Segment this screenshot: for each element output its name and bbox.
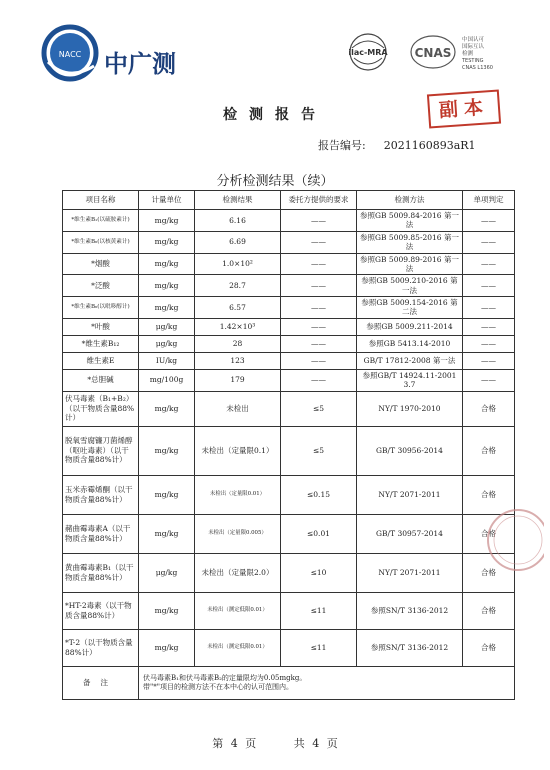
cell-method: 参照GB 5009.84-2016 第一法 (357, 210, 463, 232)
cell-method: 参照GB 5009.85-2016 第一法 (357, 231, 463, 253)
cell-unit: mg/kg (139, 253, 195, 275)
cell-unit: IU/kg (139, 352, 195, 369)
company-logo (38, 22, 208, 84)
cell-requirement: ≤11 (281, 629, 357, 666)
cell-result: 28.7 (195, 275, 281, 297)
table-row (63, 629, 515, 666)
cell-judgement: 合格 (463, 514, 515, 553)
cell-unit: μg/kg (139, 553, 195, 592)
cell-result: 1.42×10³ (195, 318, 281, 335)
header-judgement: 单项判定 (463, 191, 515, 210)
cell-result: 未检出（定量限0.1） (195, 426, 281, 475)
cell-method: NY/T 1970-2010 (357, 391, 463, 426)
results-table (62, 190, 515, 700)
cell-item: *维生素B₆(以核黄素计) (63, 231, 139, 253)
cell-result: 1.0×10² (195, 253, 281, 275)
cell-method: NY/T 2071-2011 (357, 553, 463, 592)
table-row (63, 391, 515, 426)
cell-requirement: ≤5 (281, 426, 357, 475)
logo-text: 中广测 (104, 50, 176, 78)
cell-item: 赭曲霉毒素A（以干物质含量88%计） (63, 514, 139, 553)
document-title: 检测报告 (223, 107, 327, 123)
note-line-1: 伏马毒素B₁和伏马毒素B₂的定量限均为0.05mgkg。 (143, 673, 307, 682)
cell-method: 参照SN/T 3136-2012 (357, 629, 463, 666)
cell-requirement: ≤10 (281, 553, 357, 592)
table-header-row (63, 191, 515, 210)
cell-judgement: 合格 (463, 553, 515, 592)
cell-method: GB/T 30957-2014 (357, 514, 463, 553)
cell-unit: mg/kg (139, 426, 195, 475)
total-pages: 共 4 页 (293, 737, 338, 750)
cell-unit: mg/kg (139, 297, 195, 319)
cell-item: 玉米赤霉烯酮（以干物质含量88%计） (63, 475, 139, 514)
header-result: 检测结果 (195, 191, 281, 210)
table-row (63, 253, 515, 275)
cell-requirement: —— (281, 275, 357, 297)
table-row (63, 335, 515, 352)
cell-item: *HT-2毒素（以干物质含量88%计） (63, 592, 139, 629)
table-row (63, 352, 515, 369)
cell-result: 未检出（测定低限0.01） (195, 629, 281, 666)
report-number-value: 2021160893aR1 (383, 139, 476, 152)
cell-judgement: 合格 (463, 629, 515, 666)
cell-item: 伏马毒素（B₁+B₂）（以干物质含量88%计） (63, 391, 139, 426)
cell-result: 未检出（定量限2.0） (195, 553, 281, 592)
cell-judgement: —— (463, 297, 515, 319)
cell-judgement: —— (463, 231, 515, 253)
notes-label: 备注 (63, 666, 139, 699)
ilac-mark-icon (348, 34, 388, 70)
cell-method: 参照GB 5009.154-2016 第二法 (357, 297, 463, 319)
cell-item: *维生素B₁₂ (63, 335, 139, 352)
cell-judgement: 合格 (463, 426, 515, 475)
cell-requirement: —— (281, 253, 357, 275)
notes-row (63, 666, 515, 699)
cell-requirement: ≤0.15 (281, 475, 357, 514)
cell-judgement: 合格 (463, 592, 515, 629)
cell-unit: mg/kg (139, 210, 195, 232)
cell-method: 参照GB/T 14924.11-2001 3.7 (357, 369, 463, 391)
section-title: 分析检测结果（续） (216, 174, 334, 189)
cell-result: 179 (195, 369, 281, 391)
cell-item: *泛酸 (63, 275, 139, 297)
table-row (63, 553, 515, 592)
cell-requirement: —— (281, 231, 357, 253)
header-unit: 计量单位 (139, 191, 195, 210)
certification-marks (330, 30, 510, 78)
cell-requirement: ≤11 (281, 592, 357, 629)
cell-judgement: —— (463, 253, 515, 275)
cell-requirement: —— (281, 210, 357, 232)
cell-unit: mg/kg (139, 475, 195, 514)
cell-method: 参照GB 5009.211-2014 (357, 318, 463, 335)
table-row (63, 297, 515, 319)
cnas-mark-icon (411, 36, 455, 68)
cert-line-1: 中国认可 (462, 37, 485, 43)
report-number-label: 报告编号: (318, 139, 366, 152)
logo-badge-text: NACC (58, 50, 82, 59)
cell-item: 黄曲霉毒素B₁（以干物质含量88%计） (63, 553, 139, 592)
cell-judgement: —— (463, 275, 515, 297)
cell-unit: μg/kg (139, 318, 195, 335)
cell-item: *总胆碱 (63, 369, 139, 391)
cnas-label: CNAS (414, 46, 452, 60)
page-number: 第 4 页 (212, 737, 257, 750)
cell-method: GB/T 17812-2008 第一法 (357, 352, 463, 369)
cell-judgement: 合格 (463, 475, 515, 514)
cell-unit: μg/kg (139, 335, 195, 352)
table-row (63, 318, 515, 335)
cell-result: 6.57 (195, 297, 281, 319)
header-requirement: 委托方提供的要求 (281, 191, 357, 210)
table-row (63, 514, 515, 553)
cell-result: 123 (195, 352, 281, 369)
cell-method: 参照GB 5009.210-2016 第一法 (357, 275, 463, 297)
cell-item: *维生素B₁(以硫胺素计) (63, 210, 139, 232)
cell-judgement: —— (463, 335, 515, 352)
cell-method: 参照GB 5413.14-2010 (357, 335, 463, 352)
copy-stamp: 副本 (427, 90, 501, 129)
cell-judgement: —— (463, 318, 515, 335)
cell-requirement: —— (281, 318, 357, 335)
report-number (318, 137, 476, 153)
cell-result: 未检出（定量限0.01） (195, 475, 281, 514)
cert-line-5: CNAS L1360 (462, 65, 493, 71)
cell-judgement: —— (463, 369, 515, 391)
cell-unit: mg/kg (139, 391, 195, 426)
cell-result: 28 (195, 335, 281, 352)
cell-unit: mg/kg (139, 592, 195, 629)
cell-requirement: ≤0.01 (281, 514, 357, 553)
cell-unit: mg/kg (139, 629, 195, 666)
cell-method: GB/T 30956-2014 (357, 426, 463, 475)
cert-line-4: TESTING (462, 58, 484, 64)
cell-requirement: —— (281, 369, 357, 391)
notes-content (139, 666, 515, 699)
cell-method: 参照GB 5009.89-2016 第一法 (357, 253, 463, 275)
cell-requirement: —— (281, 335, 357, 352)
cell-result: 未检出（测定低限0.01） (195, 592, 281, 629)
cell-result: 未检出（定量限0.005） (195, 514, 281, 553)
table-row (63, 210, 515, 232)
table-row (63, 231, 515, 253)
table-row (63, 275, 515, 297)
cell-method: NY/T 2071-2011 (357, 475, 463, 514)
cell-requirement: —— (281, 352, 357, 369)
cell-unit: mg/kg (139, 231, 195, 253)
cert-line-3: 检测 (462, 51, 474, 57)
cell-unit: mg/kg (139, 275, 195, 297)
cell-requirement: ≤5 (281, 391, 357, 426)
cell-result: 6.16 (195, 210, 281, 232)
cell-result: 未检出 (195, 391, 281, 426)
header-item: 项目名称 (63, 191, 139, 210)
cell-judgement: —— (463, 210, 515, 232)
cell-item: *T-2（以干物质含量88%计） (63, 629, 139, 666)
cell-judgement: —— (463, 352, 515, 369)
cell-result: 6.69 (195, 231, 281, 253)
cell-judgement: 合格 (463, 391, 515, 426)
table-row (63, 426, 515, 475)
cell-unit: mg/kg (139, 514, 195, 553)
table-row (63, 592, 515, 629)
cell-item: *烟酸 (63, 253, 139, 275)
cell-item: 维生素E (63, 352, 139, 369)
cell-method: 参照SN/T 3136-2012 (357, 592, 463, 629)
table-row (63, 369, 515, 391)
cell-requirement: —— (281, 297, 357, 319)
cell-item: *维生素B₆(以吡哆醇计) (63, 297, 139, 319)
header-method: 检测方法 (357, 191, 463, 210)
seal-stamp (474, 505, 544, 575)
ilac-label: ilac-MRA (348, 48, 388, 57)
cell-unit: mg/100g (139, 369, 195, 391)
cell-item: 脱氧雪腐镰刀菌烯醇（呕吐毒素）（以干物质含量88%计） (63, 426, 139, 475)
cert-line-2: 国际互认 (462, 44, 485, 50)
page-footer (0, 735, 550, 751)
cell-item: *叶酸 (63, 318, 139, 335)
note-line-2: 带"*"项目的检测方法不在本中心的认可范围内。 (143, 682, 293, 691)
table-row (63, 475, 515, 514)
